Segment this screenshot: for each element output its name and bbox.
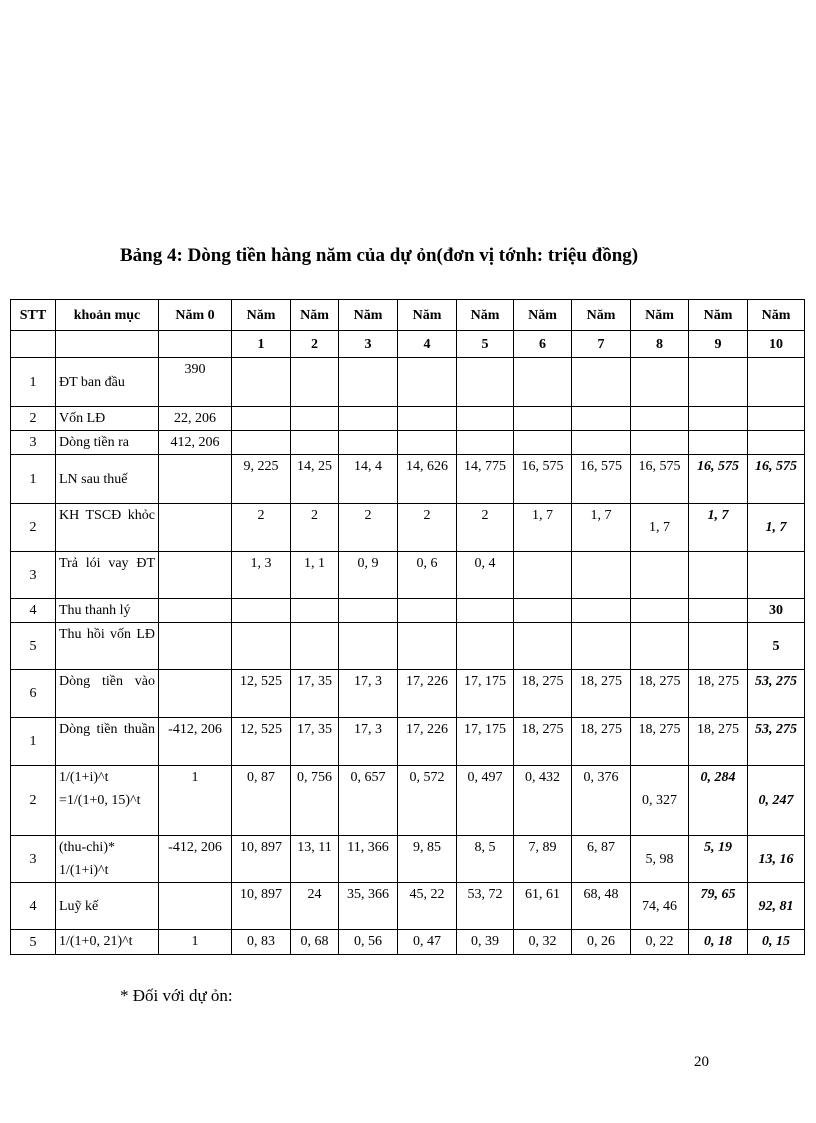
- table-cell: 0, 68: [291, 930, 339, 955]
- table-cell: 45, 22: [398, 883, 457, 930]
- table-row: [11, 599, 805, 623]
- table-cell: [748, 407, 805, 431]
- table-cell: 16, 575: [748, 455, 805, 504]
- header-year-number: 8: [631, 331, 689, 358]
- row-stt: 3: [11, 836, 56, 883]
- table-cell: 11, 366: [339, 836, 398, 883]
- table-cell: [398, 358, 457, 407]
- row-item: 1/(1+0, 21)^t: [56, 930, 159, 955]
- table-row: [11, 930, 805, 955]
- table-cell: 12, 525: [232, 670, 291, 718]
- header-empty-cell: [56, 331, 159, 358]
- table-cell: 16, 575: [572, 455, 631, 504]
- table-cell: 10, 897: [232, 883, 291, 930]
- table-cell: 18, 275: [514, 718, 572, 766]
- row-stt: 1: [11, 455, 56, 504]
- table-cell: 0, 432: [514, 766, 572, 836]
- table-row: [11, 358, 805, 407]
- table-cell: 0, 83: [232, 930, 291, 955]
- row-stt: 1: [11, 718, 56, 766]
- table-cell: [689, 407, 748, 431]
- row-item: Thu thanh lý: [56, 599, 159, 623]
- row-item: Luỹ kế: [56, 883, 159, 930]
- table-cell: 17, 175: [457, 670, 514, 718]
- table-row: [11, 670, 805, 718]
- table-cell: 61, 61: [514, 883, 572, 930]
- header-year-label: Năm: [398, 300, 457, 331]
- table-cell: [572, 358, 631, 407]
- header-year-number: [159, 331, 232, 358]
- table-cell: [572, 407, 631, 431]
- row-item: Thu hồi vốn LĐ: [56, 623, 159, 670]
- table-cell: 18, 275: [689, 718, 748, 766]
- table-cell: 412, 206: [159, 431, 232, 455]
- row-item: (thu-chi)* 1/(1+i)^t: [56, 836, 159, 883]
- table-cell: [572, 599, 631, 623]
- table-cell: 0, 15: [748, 930, 805, 955]
- table-cell: 9, 85: [398, 836, 457, 883]
- row-stt: 6: [11, 670, 56, 718]
- table-cell: [457, 358, 514, 407]
- table-cell: 18, 275: [514, 670, 572, 718]
- table-cell: 74, 46: [631, 883, 689, 930]
- table-cell: [232, 623, 291, 670]
- header-year-number: 10: [748, 331, 805, 358]
- table-cell: [339, 358, 398, 407]
- table-cell: 17, 226: [398, 718, 457, 766]
- table-row: [11, 836, 805, 883]
- table-cell: 0, 87: [232, 766, 291, 836]
- row-item: Dòng tiền vào: [56, 670, 159, 718]
- table-cell: [291, 431, 339, 455]
- header-year-label: Năm: [232, 300, 291, 331]
- table-cell: 18, 275: [572, 670, 631, 718]
- table-cell: 14, 4: [339, 455, 398, 504]
- table-cell: [514, 407, 572, 431]
- table-cell: [631, 599, 689, 623]
- table-cell: 1, 7: [572, 504, 631, 552]
- table-cell: 14, 626: [398, 455, 457, 504]
- table-cell: 18, 275: [572, 718, 631, 766]
- table-row: [11, 766, 805, 836]
- row-stt: 1: [11, 358, 56, 407]
- table-cell: [232, 358, 291, 407]
- table-cell: [291, 599, 339, 623]
- table-cell: [572, 431, 631, 455]
- table-cell: 0, 56: [339, 930, 398, 955]
- note-text: * Đối với dự ỏn:: [120, 986, 233, 1005]
- table-cell: [514, 599, 572, 623]
- table-row: [11, 883, 805, 930]
- table-cell: 1, 3: [232, 552, 291, 599]
- header-empty-cell: [11, 331, 56, 358]
- table-cell: [689, 358, 748, 407]
- table-cell: [514, 623, 572, 670]
- header-year-label: Năm: [457, 300, 514, 331]
- table-cell: [514, 431, 572, 455]
- table-cell: 0, 32: [514, 930, 572, 955]
- table-cell: [689, 599, 748, 623]
- table-cell: 35, 366: [339, 883, 398, 930]
- table-cell: 0, 572: [398, 766, 457, 836]
- table-cell: -412, 206: [159, 718, 232, 766]
- table-cell: [398, 599, 457, 623]
- header-stt: STT: [11, 300, 56, 331]
- table-row: [11, 718, 805, 766]
- table-cell: [232, 599, 291, 623]
- table-cell: 0, 284: [689, 766, 748, 836]
- table-cell: [457, 623, 514, 670]
- table-cell: [398, 407, 457, 431]
- header-year-label: Năm: [291, 300, 339, 331]
- table-title: Bảng 4: Dòng tiền hàng năm của dự ỏn(đơn vị tớnh: triệu đồng): [120, 245, 639, 266]
- table-cell: 1, 1: [291, 552, 339, 599]
- table-cell: [631, 358, 689, 407]
- row-stt: 5: [11, 623, 56, 670]
- table-cell: [159, 599, 232, 623]
- table-cell: 17, 35: [291, 670, 339, 718]
- table-cell: 24: [291, 883, 339, 930]
- table-cell: [159, 883, 232, 930]
- table-cell: 0, 22: [631, 930, 689, 955]
- table-cell: [748, 431, 805, 455]
- table-cell: 17, 3: [339, 670, 398, 718]
- header-row-year-numbers: [11, 331, 805, 358]
- table-row: [11, 504, 805, 552]
- table-cell: 79, 65: [689, 883, 748, 930]
- header-year-number: 6: [514, 331, 572, 358]
- row-stt: 3: [11, 552, 56, 599]
- table-row: [11, 455, 805, 504]
- table-cell: [457, 599, 514, 623]
- table-cell: [631, 552, 689, 599]
- header-year-number: 3: [339, 331, 398, 358]
- table-cell: 5: [748, 623, 805, 670]
- row-item: ĐT ban đầu: [56, 358, 159, 407]
- table-cell: 1, 7: [689, 504, 748, 552]
- table-cell: [631, 407, 689, 431]
- table-cell: 12, 525: [232, 718, 291, 766]
- table-cell: [748, 552, 805, 599]
- header-item: khoản mục: [56, 300, 159, 331]
- table-cell: 2: [398, 504, 457, 552]
- table-cell: 0, 247: [748, 766, 805, 836]
- table-cell: -412, 206: [159, 836, 232, 883]
- table-cell: [159, 670, 232, 718]
- row-item: LN sau thuế: [56, 455, 159, 504]
- header-year-number: 7: [572, 331, 631, 358]
- table-cell: 0, 47: [398, 930, 457, 955]
- header-year-number: 4: [398, 331, 457, 358]
- page-number: 20: [694, 1054, 709, 1070]
- row-stt: 3: [11, 431, 56, 455]
- table-cell: 18, 275: [631, 718, 689, 766]
- table-cell: [339, 407, 398, 431]
- row-stt: 4: [11, 883, 56, 930]
- table-cell: 9, 225: [232, 455, 291, 504]
- table-cell: 5, 98: [631, 836, 689, 883]
- table-cell: 17, 226: [398, 670, 457, 718]
- table-cell: 1, 7: [514, 504, 572, 552]
- table-cell: [631, 431, 689, 455]
- table-cell: [748, 358, 805, 407]
- table-cell: 2: [291, 504, 339, 552]
- table-cell: 17, 35: [291, 718, 339, 766]
- table-cell: 1: [159, 930, 232, 955]
- table-row: [11, 623, 805, 670]
- header-year-label: Năm: [339, 300, 398, 331]
- table-cell: [514, 552, 572, 599]
- table-cell: 0, 327: [631, 766, 689, 836]
- row-stt: 2: [11, 504, 56, 552]
- row-item: Dòng tiền thuần: [56, 718, 159, 766]
- row-item: Vốn LĐ: [56, 407, 159, 431]
- table-cell: [457, 431, 514, 455]
- table-cell: [291, 407, 339, 431]
- table-cell: [572, 623, 631, 670]
- table-cell: [159, 623, 232, 670]
- table-cell: 18, 275: [631, 670, 689, 718]
- header-year-label: Năm: [514, 300, 572, 331]
- table-cell: [339, 431, 398, 455]
- table-cell: 30: [748, 599, 805, 623]
- table-cell: [398, 431, 457, 455]
- table-cell: [339, 599, 398, 623]
- table-cell: 8, 5: [457, 836, 514, 883]
- table-cell: 0, 497: [457, 766, 514, 836]
- table-cell: 5, 19: [689, 836, 748, 883]
- header-year-label: Năm 0: [159, 300, 232, 331]
- table-row: [11, 407, 805, 431]
- table-cell: 68, 48: [572, 883, 631, 930]
- header-year-number: 1: [232, 331, 291, 358]
- table-cell: [457, 407, 514, 431]
- table-cell: 17, 175: [457, 718, 514, 766]
- row-item: 1/(1+i)^t =1/(1+0, 15)^t: [56, 766, 159, 836]
- table-cell: 53, 275: [748, 670, 805, 718]
- table-cell: [689, 552, 748, 599]
- table-cell: 22, 206: [159, 407, 232, 431]
- table-cell: 2: [457, 504, 514, 552]
- table-cell: [232, 407, 291, 431]
- table-cell: [339, 623, 398, 670]
- table-cell: [159, 552, 232, 599]
- table-cell: 0, 9: [339, 552, 398, 599]
- table-cell: 0, 6: [398, 552, 457, 599]
- row-stt: 2: [11, 766, 56, 836]
- table-cell: 1: [159, 766, 232, 836]
- table-cell: 16, 575: [689, 455, 748, 504]
- table-cell: 2: [232, 504, 291, 552]
- table-cell: [398, 623, 457, 670]
- table-cell: [689, 623, 748, 670]
- table-cell: [572, 552, 631, 599]
- table-cell: 0, 756: [291, 766, 339, 836]
- table-cell: [291, 623, 339, 670]
- table-cell: [291, 358, 339, 407]
- table-cell: 16, 575: [514, 455, 572, 504]
- table-cell: 14, 775: [457, 455, 514, 504]
- table-cell: 1, 7: [631, 504, 689, 552]
- header-year-label: Năm: [572, 300, 631, 331]
- table-cell: [631, 623, 689, 670]
- table-cell: 0, 657: [339, 766, 398, 836]
- row-item: Dòng tiền ra: [56, 431, 159, 455]
- table-cell: 14, 25: [291, 455, 339, 504]
- table-cell: 0, 26: [572, 930, 631, 955]
- row-item: KH TSCĐ khỏc: [56, 504, 159, 552]
- table-cell: [232, 431, 291, 455]
- header-year-label: Năm: [689, 300, 748, 331]
- table-cell: [689, 431, 748, 455]
- table-cell: 0, 18: [689, 930, 748, 955]
- header-year-number: 2: [291, 331, 339, 358]
- table-cell: 0, 39: [457, 930, 514, 955]
- table-cell: 53, 275: [748, 718, 805, 766]
- row-item: Trả lói vay ĐT: [56, 552, 159, 599]
- table-cell: 53, 72: [457, 883, 514, 930]
- table-cell: 18, 275: [689, 670, 748, 718]
- table-cell: [159, 504, 232, 552]
- table-cell: 17, 3: [339, 718, 398, 766]
- row-stt: 4: [11, 599, 56, 623]
- table-cell: 92, 81: [748, 883, 805, 930]
- cash-flow-table: [10, 299, 805, 955]
- row-stt: 5: [11, 930, 56, 955]
- table-cell: 0, 376: [572, 766, 631, 836]
- header-year-label: Năm: [748, 300, 805, 331]
- table-row: [11, 552, 805, 599]
- table-cell: 6, 87: [572, 836, 631, 883]
- table-cell: 16, 575: [631, 455, 689, 504]
- table-cell: 13, 16: [748, 836, 805, 883]
- table-cell: 10, 897: [232, 836, 291, 883]
- header-year-number: 5: [457, 331, 514, 358]
- header-year-label: Năm: [631, 300, 689, 331]
- table-cell: 1, 7: [748, 504, 805, 552]
- table-cell: 0, 4: [457, 552, 514, 599]
- table-cell: [514, 358, 572, 407]
- row-stt: 2: [11, 407, 56, 431]
- table-cell: [159, 455, 232, 504]
- table-cell: 2: [339, 504, 398, 552]
- header-year-number: 9: [689, 331, 748, 358]
- table-cell: 7, 89: [514, 836, 572, 883]
- table-row: [11, 431, 805, 455]
- table-cell: 13, 11: [291, 836, 339, 883]
- table-cell: 390: [159, 358, 232, 407]
- header-row-years: [11, 300, 805, 331]
